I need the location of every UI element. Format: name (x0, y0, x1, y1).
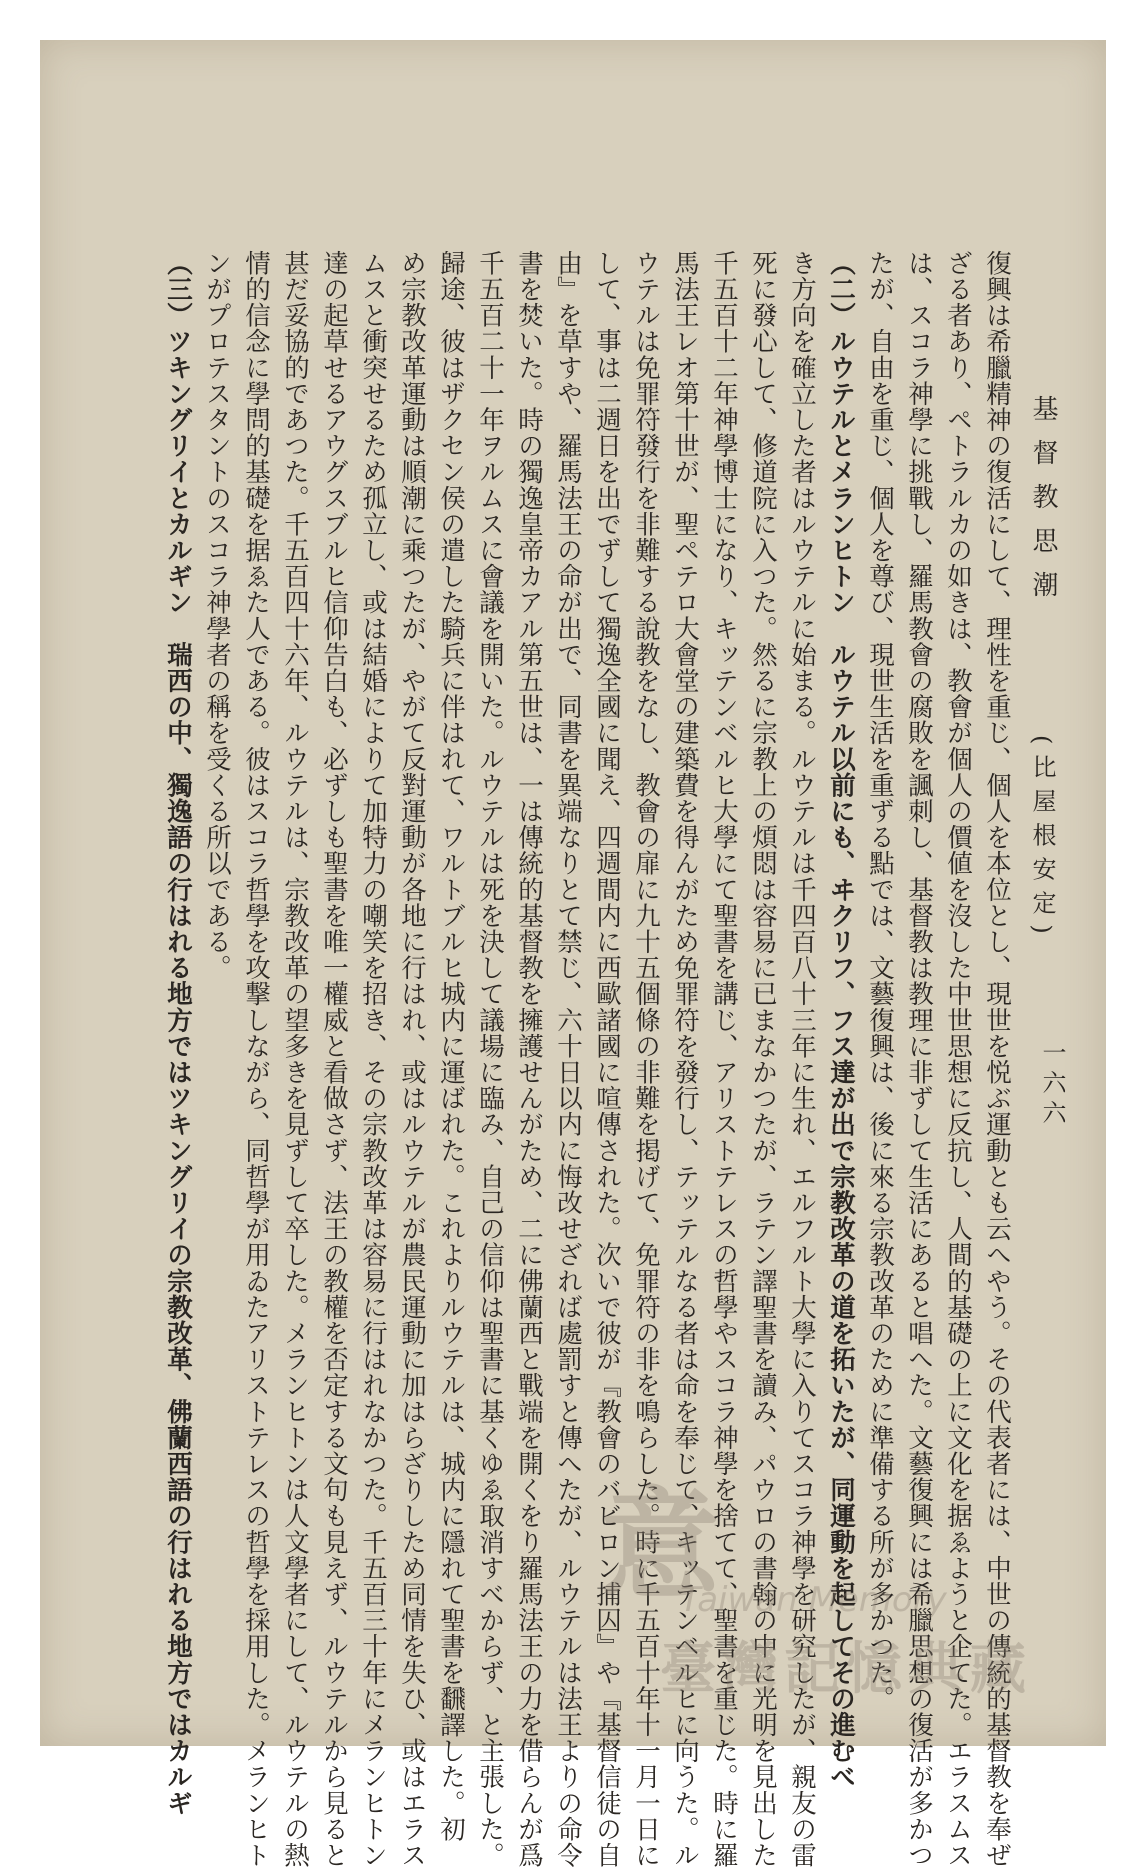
text-column-17: ムスと衝突せるため孤立し、或は結婚によりて加特力の嘲笑を招き、その宗教改革は容易に行はれなかつた。千五百三十年にメランヒトン (358, 250, 388, 1868)
text-column-2: ざる者あり、ペトラルカの如きは、教會が個人の價値を沒した中世思想に反抗し、人間的基礎の上に文化を据ゑようと企てた。エラスムス (943, 250, 973, 1868)
text-column-9: 馬法王レオ第十世が、聖ペテロ大會堂の建築費を得んがため免罪符を發行し、テッテルなる者は命を奉じて、キッテンベルヒに向うた。ル (670, 250, 700, 1868)
text-column-1: 復興は希臘精神の復活にして、理性を重じ、個人を本位とし、現世を悦ぶ運動とも云へやう。その代表者には、中世の傳統的基督教を奉ぜ (982, 250, 1012, 1868)
scanned-page (40, 40, 1106, 1868)
watermark-mark: 意 (600, 1477, 730, 1616)
text-column-21: ンがプロテスタントのスコラ神學者の稱を受くる所以である。 (202, 250, 232, 981)
watermark-chinese: 臺灣記憶典藏 (660, 1637, 1032, 1702)
text-column-18: 達の起草せるアウグスブルヒ信仰告白も、必ずしも聖書を唯一權威と看做さず、法王の教權を否定する文句も見えず、ルウテルから見ると (319, 250, 349, 1868)
text-column-13: 書を焚いた。時の獨逸皇帝カアル第五世は、一は傳統的基督教を擁護せんがため、二に佛蘭西と戰端を開くをり羅馬法王の力を借らんが爲 (514, 250, 544, 1868)
text-column-10: ウテルは免罪符發行を非難する說教をなし、教會の扉に九十五個條の非難を掲げて、免罪符の非を鳴らした。時に千五百十年十一月一日に (631, 250, 661, 1868)
text-column-19: 甚だ妥協的であつた。千五百四十六年、ルウテルは、宗教改革の望多きを見ずして卒した。メランヒトンは人文學者にして、ルウテルの熱 (280, 250, 310, 1868)
section-heading-luther-melanchthon: （二）ルウテルとメランヒトン ルウテル以前にも、ヰクリフ、フス達が出で宗教改革の道を拓いたが、同運動を起してその進むべ (826, 250, 856, 1790)
text-column-7: 死に發心して、修道院に入つた。然るに宗教上の煩悶は容易に已まなかつたが、ラテン譯聖書を讀み、パウロの書翰の中に光明を見出した (748, 250, 778, 1868)
text-column-4: たが、自由を重じ、個人を尊び、現世生活を重ずる點では、文藝復興は、後に來る宗教改革のために準備する所が多かつた。 (865, 250, 895, 1712)
text-column-16: め宗教改革運動は順潮に乘つたが、やがて反對運動が各地に行はれ、或はルウテルが農民運動に加はらざりしため同情を失ひ、或はエラス (397, 250, 427, 1868)
text-column-6: き方向を確立した者はルウテルに始まる。ルウテルは千四百八十三年に生れ、エルフルト大學に入りてスコラ神學を研究したが、親友の雷 (787, 250, 817, 1868)
taiwan-memory-watermark (600, 1450, 1070, 1700)
text-column-12: 由』を草すや、羅馬法王の命が出で、同書を異端なりとて禁じ、六十日以内に悔改せざれば處罰すと傳へたが、ルウテルは法王よりの命令 (553, 250, 583, 1868)
text-column-15: 歸途、彼はザクセン侯の遣した騎兵に伴はれて、ワルトブルヒ城内に運ばれた。これよりルウテルは、城内に隱れて聖書を飜譯した。初 (436, 250, 466, 1843)
text-column-20: 情的信念に學問的基礎を据ゑた人である。彼はスコラ哲學を攻撃しながら、同哲學が用ゐたアリストテレスの哲學を採用した。メランヒト (241, 250, 271, 1868)
watermark-english: Taiwan Memory (680, 1580, 947, 1620)
page-number: 一六六 (1038, 1040, 1066, 1130)
running-header-title: 基督教思潮 (1028, 395, 1058, 615)
text-column-14: 千五百二十一年ヲルムスに會議を開いた。ルウテルは死を決して議場に臨み、自己の信仰は聖書に基くゆゑ取消すべからず、と主張した。 (475, 250, 505, 1868)
running-header-author: (比屋根安定) (1028, 735, 1056, 944)
text-column-8: 千五百十二年神學博士になり、キッテンベルヒ大學にて聖書を講じ、アリストテレスの哲學やスコラ神學を捨てて、聖書を重じた。時に羅 (709, 250, 739, 1868)
text-column-3: は、スコラ神學に挑戰し、羅馬教會の腐敗を諷刺し、基督教は教理に非ずして生活にあると唱へた。文藝復興には希臘思想の復活が多かつ (904, 250, 934, 1868)
text-column-11: して、事は二週日を出でずして獨逸全國に聞え、四週間内に西歐諸國に喧傳された。次いで彼が『教會のバビロン捕囚』や『基督信徒の自 (592, 250, 622, 1868)
section-heading-zwingli-calvin: （三）ツキングリイとカルギン 瑞西の中、獨逸語の行はれる地方ではツキングリイの宗教改革、佛蘭西語の行はれる地方ではカルギ (163, 250, 193, 1816)
